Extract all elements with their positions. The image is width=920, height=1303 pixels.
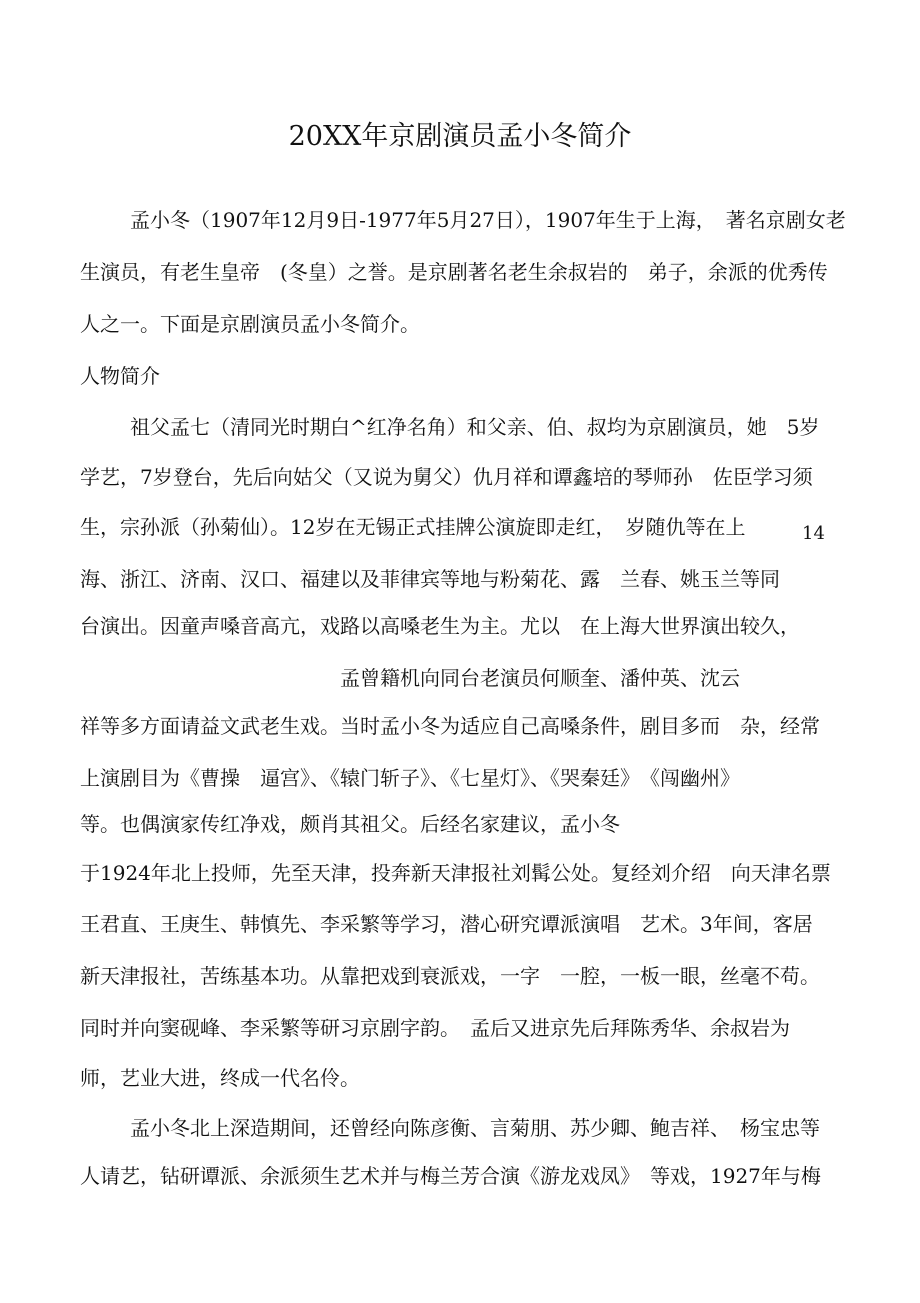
paragraph-line: 学艺，7岁登台，先后向姑父（又说为舅父）仇月祥和谭鑫培的琴师孙 佐臣学习须 [80, 465, 813, 489]
paragraph-line: 生，宗孙派（孙菊仙）。12岁在无锡正式挂牌公演旋即走红， 岁随仇等在上 [80, 515, 746, 539]
paragraph-line: 人之一。下面是京剧演员孟小冬简介。 [80, 312, 420, 336]
paragraph-line: 孟曾籍机向同台老演员何顺奎、潘仲英、沈云 [340, 666, 740, 690]
paragraph-line: 祖父孟七（清同光时期白^红净名角）和父亲、伯、叔均为京剧演员，她 5岁 [130, 415, 820, 439]
paragraph-line: 海、浙江、济南、汉口、福建以及菲律宾等地与粉菊花、露 兰春、姚玉兰等同 [80, 567, 780, 591]
paragraph-line: 人请艺，钻研谭派、余派须生艺术并与梅兰芳合演《游龙戏凤》 等戏，1927年与梅 [80, 1164, 821, 1188]
section-heading: 人物简介 [80, 364, 160, 388]
paragraph-line: 师，艺业大进，终成一代名伶。 [80, 1066, 360, 1090]
paragraph-line: 同时并向窦砚峰、李采繁等研习京剧字韵。 孟后又进京先后拜陈秀华、余叔岩为 [80, 1016, 790, 1040]
paragraph-line: 上演剧目为《曹操 逼宫》、《辕门斩子》、《七星灯》、《哭秦廷》 《闯幽州》 [80, 766, 740, 790]
paragraph-line: 于1924年北上投师，先至天津，投奔新天津报社刘髯公处。复经刘介绍 向天津名票 [80, 861, 831, 885]
paragraph-line: 台演出。因童声嗓音高亢，戏路以高嗓老生为主。尤以 在上海大世界演出较久， [80, 614, 800, 638]
paragraph-line: 新天津报社，苦练基本功。从靠把戏到衰派戏，一字 一腔，一板一眼，丝毫不苟。 [80, 964, 820, 988]
document-title: 20XX年京剧演员孟小冬简介 [288, 121, 632, 152]
paragraph-line: 王君直、王庚生、韩慎先、李采繁等学习，潜心研究谭派演唱 艺术。3年间，客居 [80, 912, 813, 936]
paragraph-line: 祥等多方面请益文武老生戏。当时孟小冬为适应自己高嗓条件，剧目多而 杂，经常 [80, 714, 820, 738]
paragraph-line: 生演员，有老生皇帝 (冬皇）之誉。是京剧著名老生余叔岩的 弟子，余派的优秀传 [80, 260, 828, 284]
paragraph-line: 孟小冬（1907年12月9日-1977年5月27日），1907年生于上海， 著名京剧女老 [130, 208, 846, 232]
paragraph-line: 等。也偶演家传红净戏，颇肖其祖父。后经名家建议，孟小冬 [80, 812, 620, 836]
page-number: 14 [802, 523, 825, 544]
paragraph-line: 孟小冬北上深造期间，还曾经向陈彦衡、言菊朋、苏少卿、鲍吉祥、 杨宝忠等 [130, 1116, 820, 1140]
